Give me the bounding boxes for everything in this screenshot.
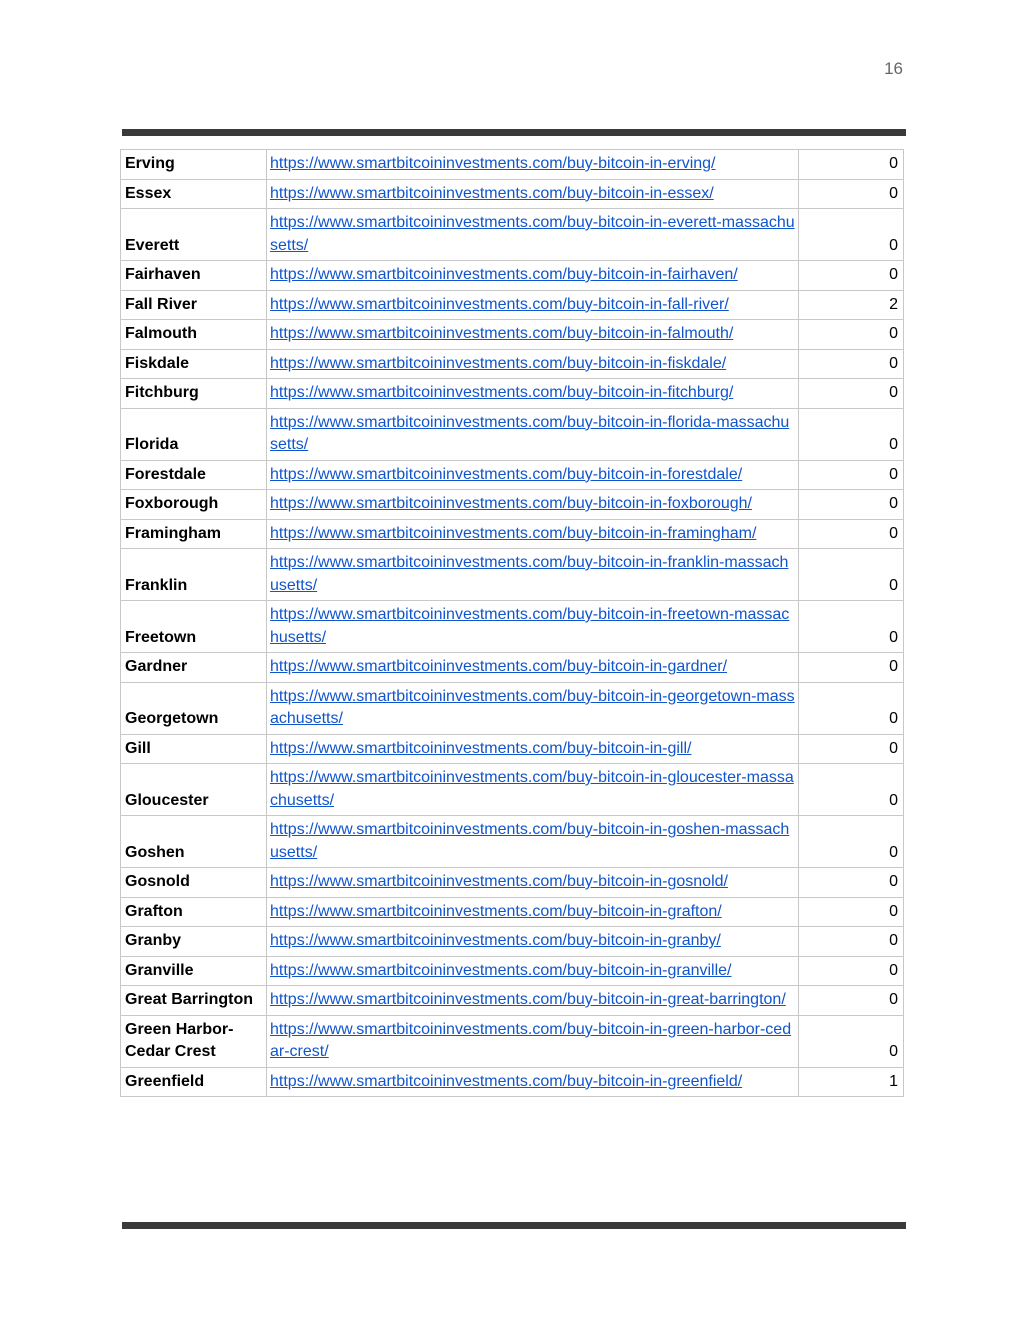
- table-row: [121, 734, 904, 764]
- table-row: [121, 519, 904, 549]
- table-row: [121, 897, 904, 927]
- link-count: 0: [799, 408, 904, 460]
- town-link[interactable]: https://www.smartbitcoininvestments.com/buy-bitcoin-in-gloucester-massachusetts/: [270, 769, 794, 809]
- table-row: [121, 460, 904, 490]
- table-row: [121, 1067, 904, 1097]
- town-link[interactable]: https://www.smartbitcoininvestments.com/buy-bitcoin-in-franklin-massachusetts/: [270, 554, 789, 594]
- town-name: Fitchburg: [121, 379, 267, 409]
- url-cell: [267, 764, 799, 816]
- table-row: [121, 816, 904, 868]
- link-count: 0: [799, 734, 904, 764]
- table-row: [121, 868, 904, 898]
- url-cell: [267, 179, 799, 209]
- town-links-table: [120, 149, 904, 1097]
- town-name: Forestdale: [121, 460, 267, 490]
- url-cell: [267, 209, 799, 261]
- url-cell: [267, 601, 799, 653]
- town-link[interactable]: https://www.smartbitcoininvestments.com/buy-bitcoin-in-granby/: [270, 932, 721, 949]
- town-link[interactable]: https://www.smartbitcoininvestments.com/buy-bitcoin-in-essex/: [270, 184, 714, 202]
- town-name: Gardner: [121, 653, 267, 683]
- link-count: 2: [799, 290, 904, 320]
- link-count: 0: [799, 897, 904, 927]
- table-row: [121, 379, 904, 409]
- town-name: Greenfield: [121, 1067, 267, 1097]
- url-cell: [267, 1067, 799, 1097]
- table-row: [121, 349, 904, 379]
- town-link[interactable]: https://www.smartbitcoininvestments.com/buy-bitcoin-in-fitchburg/: [270, 384, 734, 401]
- url-cell: [267, 956, 799, 986]
- url-cell: [267, 349, 799, 379]
- url-cell: [267, 320, 799, 350]
- town-name: Fiskdale: [121, 349, 267, 379]
- url-cell: [267, 653, 799, 683]
- town-name: Granby: [121, 927, 267, 957]
- link-count: 0: [799, 490, 904, 520]
- town-name: Fairhaven: [121, 261, 267, 291]
- table-row: [121, 549, 904, 601]
- link-count: 0: [799, 927, 904, 957]
- url-cell: [267, 868, 799, 898]
- town-link[interactable]: https://www.smartbitcoininvestments.com/buy-bitcoin-in-falmouth/: [270, 325, 734, 342]
- link-count: 0: [799, 682, 904, 734]
- town-name: Florida: [121, 408, 267, 460]
- town-link[interactable]: https://www.smartbitcoininvestments.com/buy-bitcoin-in-gosnold/: [270, 873, 728, 890]
- town-link[interactable]: https://www.smartbitcoininvestments.com/buy-bitcoin-in-florida-massachusetts/: [270, 413, 790, 453]
- table-row: [121, 209, 904, 261]
- town-link[interactable]: https://www.smartbitcoininvestments.com/buy-bitcoin-in-framingham/: [270, 524, 757, 542]
- url-cell: [267, 927, 799, 957]
- town-link[interactable]: https://www.smartbitcoininvestments.com/buy-bitcoin-in-goshen-massachusetts/: [270, 821, 790, 861]
- url-cell: [267, 261, 799, 291]
- town-name: Fall River: [121, 290, 267, 320]
- link-count: 0: [799, 956, 904, 986]
- link-count: 0: [799, 519, 904, 549]
- url-cell: [267, 682, 799, 734]
- link-count: 0: [799, 320, 904, 350]
- table-row: [121, 927, 904, 957]
- url-cell: [267, 408, 799, 460]
- link-count: 0: [799, 868, 904, 898]
- table-row: [121, 408, 904, 460]
- url-cell: [267, 897, 799, 927]
- table-row: [121, 150, 904, 180]
- table-row: [121, 682, 904, 734]
- link-count: 0: [799, 601, 904, 653]
- link-count: 0: [799, 549, 904, 601]
- town-link[interactable]: https://www.smartbitcoininvestments.com/buy-bitcoin-in-greenfield/: [270, 1072, 743, 1090]
- town-link[interactable]: https://www.smartbitcoininvestments.com/buy-bitcoin-in-great-barrington/: [270, 991, 786, 1008]
- link-count: 0: [799, 209, 904, 261]
- table-row: [121, 1015, 904, 1067]
- url-cell: [267, 460, 799, 490]
- town-link[interactable]: https://www.smartbitcoininvestments.com/buy-bitcoin-in-green-harbor-cedar-crest/: [270, 1020, 792, 1060]
- link-count: 0: [799, 653, 904, 683]
- url-cell: [267, 816, 799, 868]
- town-name: Grafton: [121, 897, 267, 927]
- town-name: Freetown: [121, 601, 267, 653]
- top-divider: [122, 129, 906, 136]
- town-name: Falmouth: [121, 320, 267, 350]
- link-count: 0: [799, 816, 904, 868]
- town-name: Essex: [121, 179, 267, 209]
- town-name: Franklin: [121, 549, 267, 601]
- url-cell: [267, 986, 799, 1016]
- url-cell: [267, 519, 799, 549]
- url-cell: [267, 549, 799, 601]
- town-link[interactable]: https://www.smartbitcoininvestments.com/buy-bitcoin-in-granville/: [270, 961, 732, 979]
- table-row: [121, 261, 904, 291]
- url-cell: [267, 379, 799, 409]
- town-link[interactable]: https://www.smartbitcoininvestments.com/buy-bitcoin-in-gill/: [270, 739, 692, 757]
- link-count: 0: [799, 261, 904, 291]
- town-name: Framingham: [121, 519, 267, 549]
- url-cell: [267, 734, 799, 764]
- link-count: 0: [799, 150, 904, 180]
- link-count: 0: [799, 379, 904, 409]
- town-name: Everett: [121, 209, 267, 261]
- town-link[interactable]: https://www.smartbitcoininvestments.com/buy-bitcoin-in-foxborough/: [270, 495, 752, 512]
- town-link[interactable]: https://www.smartbitcoininvestments.com/buy-bitcoin-in-fairhaven/: [270, 266, 738, 283]
- link-count: 0: [799, 179, 904, 209]
- town-link[interactable]: https://www.smartbitcoininvestments.com/buy-bitcoin-in-fall-river/: [270, 295, 729, 313]
- town-link[interactable]: https://www.smartbitcoininvestments.com/buy-bitcoin-in-grafton/: [270, 902, 722, 920]
- town-link[interactable]: https://www.smartbitcoininvestments.com/buy-bitcoin-in-forestdale/: [270, 465, 743, 483]
- link-count: 0: [799, 460, 904, 490]
- link-count: 0: [799, 1015, 904, 1067]
- table-row: [121, 653, 904, 683]
- town-name: Goshen: [121, 816, 267, 868]
- town-link[interactable]: https://www.smartbitcoininvestments.com/buy-bitcoin-in-everett-massachusetts/: [270, 214, 795, 254]
- town-name: Georgetown: [121, 682, 267, 734]
- town-link[interactable]: https://www.smartbitcoininvestments.com/buy-bitcoin-in-erving/: [270, 155, 716, 172]
- table-row: [121, 764, 904, 816]
- link-count: 0: [799, 986, 904, 1016]
- town-name: Erving: [121, 150, 267, 180]
- url-cell: [267, 290, 799, 320]
- table-body: [121, 150, 904, 1097]
- bottom-divider: [122, 1222, 906, 1229]
- link-count: 0: [799, 764, 904, 816]
- url-cell: [267, 150, 799, 180]
- url-cell: [267, 490, 799, 520]
- page-number: 16: [884, 59, 903, 78]
- table-row: [121, 320, 904, 350]
- table-row: [121, 956, 904, 986]
- table-row: [121, 179, 904, 209]
- town-name: Granville: [121, 956, 267, 986]
- table-row: [121, 986, 904, 1016]
- town-name: Gloucester: [121, 764, 267, 816]
- town-name: Foxborough: [121, 490, 267, 520]
- table-row: [121, 490, 904, 520]
- link-count: 0: [799, 349, 904, 379]
- table-row: [121, 290, 904, 320]
- town-link[interactable]: https://www.smartbitcoininvestments.com/buy-bitcoin-in-gardner/: [270, 658, 728, 675]
- town-link[interactable]: https://www.smartbitcoininvestments.com/buy-bitcoin-in-georgetown-massachusetts/: [270, 687, 795, 727]
- link-count: 1: [799, 1067, 904, 1097]
- town-link[interactable]: https://www.smartbitcoininvestments.com/buy-bitcoin-in-freetown-massachusetts/: [270, 606, 790, 646]
- town-name: Great Barrington: [121, 986, 267, 1016]
- town-link[interactable]: https://www.smartbitcoininvestments.com/buy-bitcoin-in-fiskdale/: [270, 354, 727, 372]
- url-cell: [267, 1015, 799, 1067]
- town-name: Gosnold: [121, 868, 267, 898]
- town-name: Gill: [121, 734, 267, 764]
- table-row: [121, 601, 904, 653]
- town-name: Green Harbor-Cedar Crest: [121, 1015, 267, 1067]
